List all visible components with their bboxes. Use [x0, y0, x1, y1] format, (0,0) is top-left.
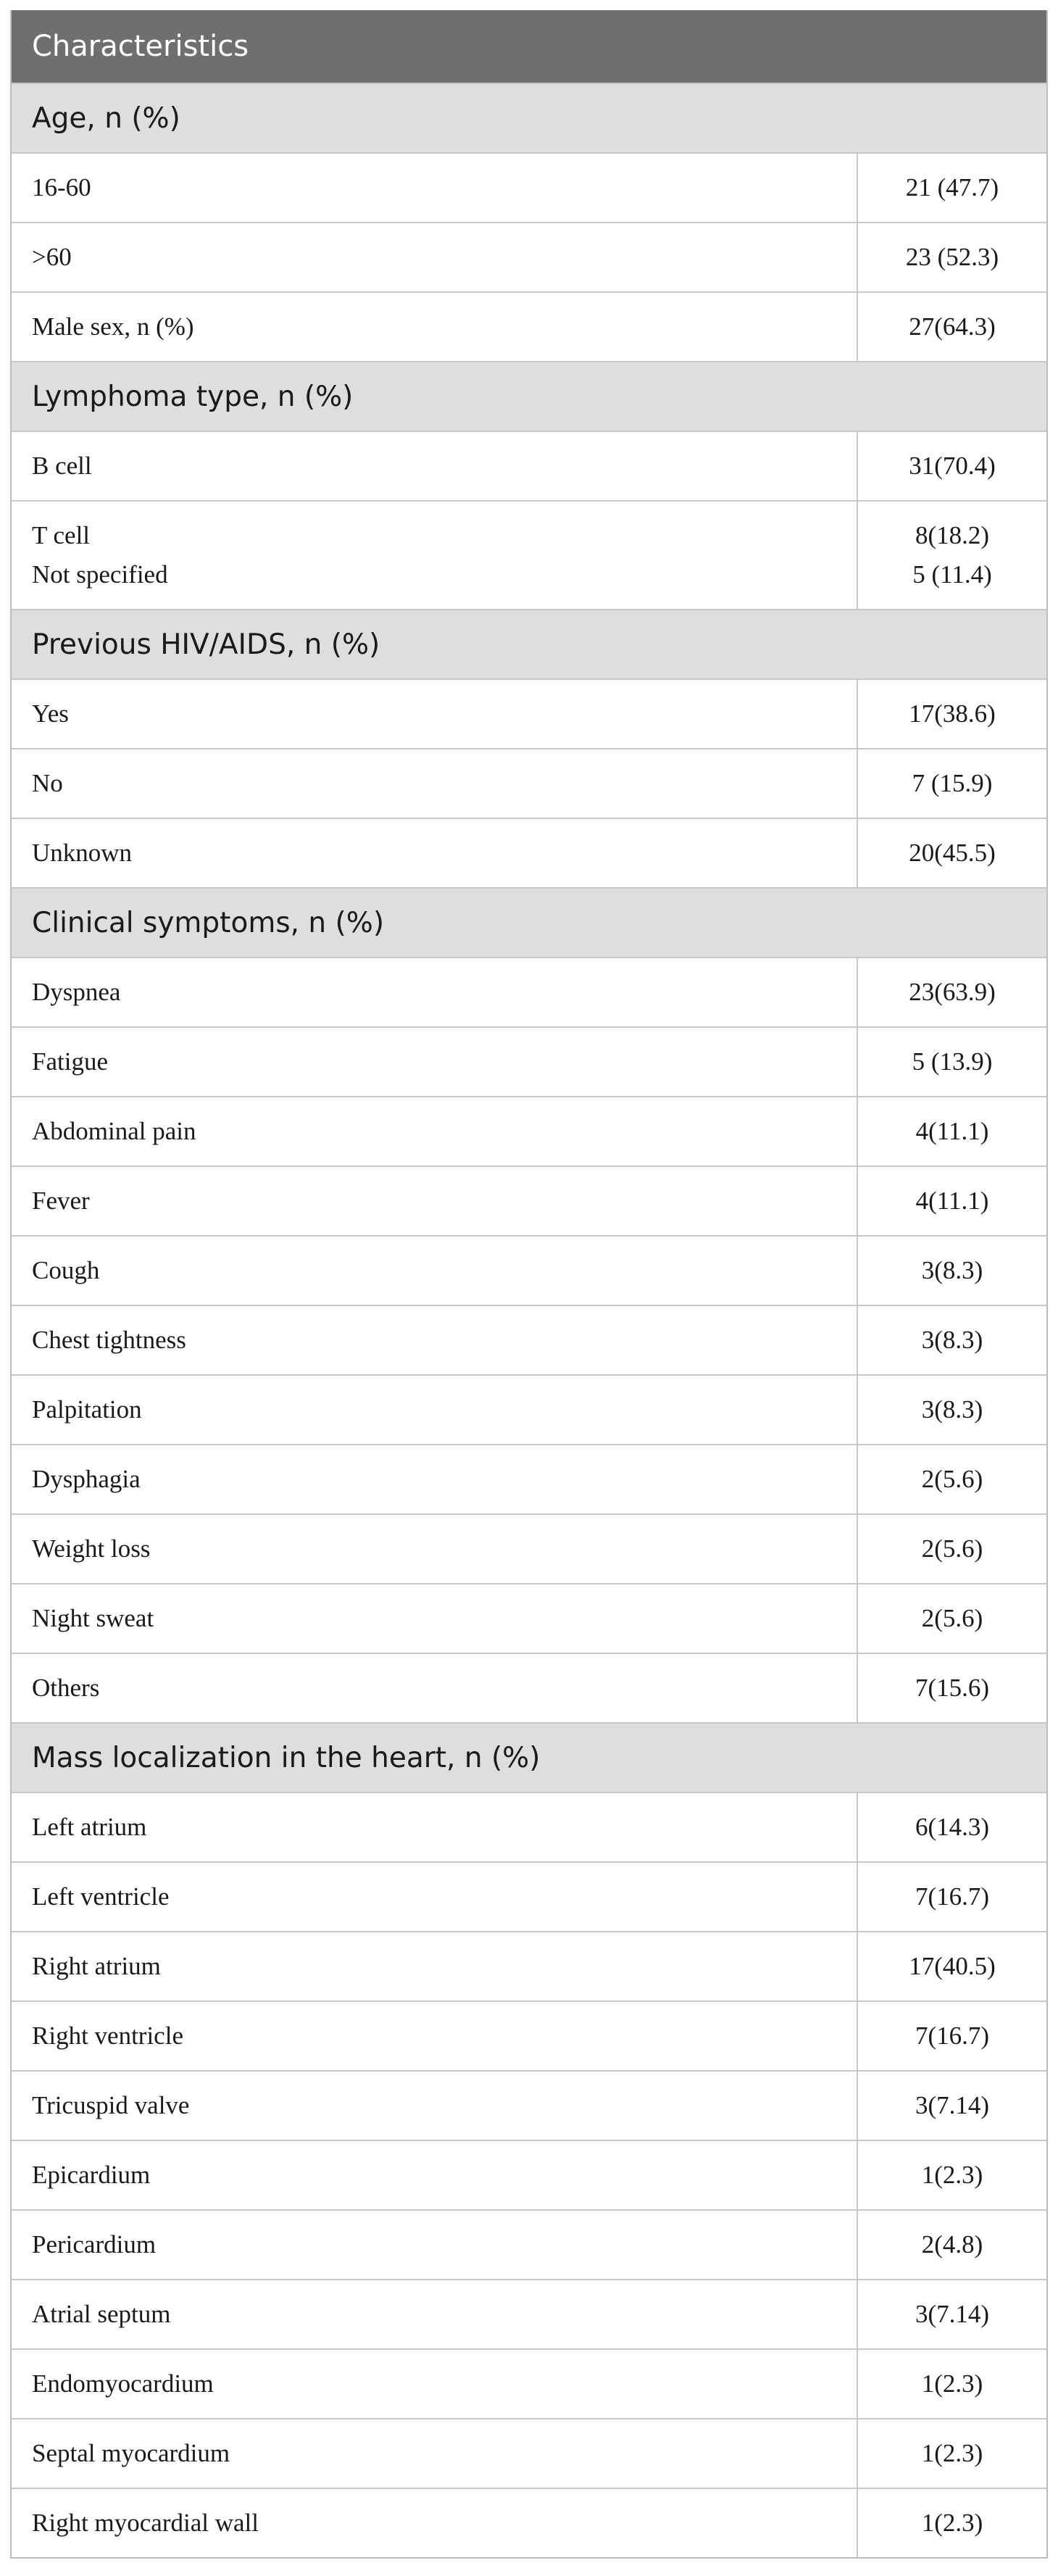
row-value-cell [858, 749, 1046, 818]
row-label: Left ventricle [32, 1882, 170, 1911]
row-label: B cell [32, 452, 92, 480]
row-value: 17(40.5) [909, 1952, 996, 1980]
row-value-cell [858, 293, 1046, 361]
section-header: Mass localization in the heart, n (%) [12, 1722, 1046, 1792]
row-value: 7(16.7) [915, 2022, 990, 2050]
row-label-cell [12, 2072, 858, 2140]
row-label: Others [32, 1674, 100, 1702]
row-value-cell [858, 1097, 1046, 1166]
row-value: 21 (47.7) [905, 173, 999, 201]
table-row [12, 2418, 1046, 2488]
row-value: 2(5.6) [921, 1604, 983, 1632]
row-label: Right ventricle [32, 2022, 183, 2050]
row-label-cell [12, 1793, 858, 1861]
row-label-cell [12, 293, 858, 361]
row-label-cell [12, 2350, 858, 2418]
row-value: 7(16.7) [915, 1882, 990, 1911]
row-label-cell [12, 1097, 858, 1166]
row-value: 3(8.3) [921, 1326, 983, 1354]
row-value: 1(2.3) [921, 2369, 983, 2398]
row-value: 7(15.6) [915, 1674, 990, 1702]
row-label-cell [12, 2419, 858, 2488]
row-label: Palpitation [32, 1395, 142, 1424]
row-label: T cell [32, 521, 91, 549]
row-value: 3(7.14) [915, 2300, 990, 2328]
table-row [12, 2140, 1046, 2209]
row-value: 1(2.3) [921, 2439, 983, 2467]
row-value: 20(45.5) [909, 839, 996, 867]
row-label-cell [12, 1932, 858, 2000]
row-value-cell [858, 432, 1046, 500]
table-row [12, 1444, 1046, 1513]
row-value-cell [858, 154, 1046, 222]
table-row [12, 500, 1046, 609]
row-label: Right myocardial wall [32, 2509, 259, 2537]
section-header: Previous HIV/AIDS, n (%) [12, 609, 1046, 678]
row-label: Chest tightness [32, 1326, 186, 1354]
row-label-cell [12, 1515, 858, 1583]
section-header: Clinical symptoms, n (%) [12, 887, 1046, 957]
row-value-cell [858, 1028, 1046, 1096]
table-row [12, 678, 1046, 748]
row-value-cell [858, 1654, 1046, 1722]
row-value-cell [858, 2419, 1046, 2488]
row-value-cell [858, 2072, 1046, 2140]
row-label: Weight loss [32, 1534, 151, 1563]
table-row [12, 2070, 1046, 2140]
row-label: Night sweat [32, 1604, 154, 1632]
table-row [12, 1235, 1046, 1305]
row-label-cell [12, 2211, 858, 2279]
row-label-cell [12, 154, 858, 222]
row-value-cell [858, 819, 1046, 887]
row-label: 16-60 [32, 173, 91, 201]
row-label-cell [12, 958, 858, 1026]
row-label: Not specified [32, 560, 168, 589]
row-value: 1(2.3) [921, 2161, 983, 2189]
row-label: Yes [32, 699, 69, 728]
table-row [12, 431, 1046, 500]
row-value: 7 (15.9) [912, 769, 993, 797]
section-header: Lymphoma type, n (%) [12, 361, 1046, 431]
row-label: Dyspnea [32, 978, 121, 1006]
row-label: Left atrium [32, 1813, 147, 1841]
row-value-cell [858, 2489, 1046, 2557]
table-row [12, 957, 1046, 1026]
table-row [12, 1026, 1046, 1096]
row-value: 3(8.3) [921, 1256, 983, 1284]
table-row [12, 291, 1046, 361]
row-label: Tricuspid valve [32, 2091, 190, 2119]
row-label-cell [12, 2002, 858, 2070]
row-label: Fever [32, 1187, 90, 1215]
row-label: Septal myocardium [32, 2439, 230, 2467]
row-value-cell [858, 2141, 1046, 2209]
row-value: 2(4.8) [921, 2230, 983, 2259]
row-label-cell [12, 1306, 858, 1374]
row-label: Endomyocardium [32, 2369, 214, 2398]
row-label-cell [12, 680, 858, 748]
row-value: 8(18.2) [915, 521, 990, 549]
row-label-cell [12, 2489, 858, 2557]
row-value: 23(63.9) [909, 978, 996, 1006]
row-value: 31(70.4) [909, 452, 996, 480]
row-value-cell [858, 1306, 1046, 1374]
row-value-cell [858, 680, 1046, 748]
table-row [12, 1374, 1046, 1444]
table-row [12, 1583, 1046, 1653]
row-value: 3(7.14) [915, 2091, 990, 2119]
row-label: Male sex, n (%) [32, 312, 194, 341]
row-label-cell [12, 819, 858, 887]
row-label-cell [12, 1237, 858, 1305]
row-value-cell [858, 1376, 1046, 1444]
row-value-cell [858, 2211, 1046, 2279]
row-label: Dysphagia [32, 1465, 141, 1493]
row-value: 17(38.6) [909, 699, 996, 728]
row-value: 3(8.3) [921, 1395, 983, 1424]
row-label: Fatigue [32, 1047, 108, 1076]
row-label-cell [12, 502, 858, 609]
row-label-cell [12, 2280, 858, 2348]
table-row [12, 1166, 1046, 1235]
row-value-cell [858, 958, 1046, 1026]
row-label-cell [12, 1167, 858, 1235]
row-value-cell [858, 1237, 1046, 1305]
row-value: 27(64.3) [909, 312, 996, 341]
row-label-cell [12, 223, 858, 291]
table-row [12, 2279, 1046, 2348]
table-row [12, 222, 1046, 291]
row-label: Unknown [32, 839, 133, 867]
row-value: 2(5.6) [921, 1465, 983, 1493]
table-row [12, 2488, 1046, 2557]
row-value-cell [858, 2350, 1046, 2418]
table-row [12, 1792, 1046, 1861]
row-value: 5 (11.4) [912, 560, 992, 589]
row-label-cell [12, 1445, 858, 1513]
table-row [12, 1096, 1046, 1166]
row-value: 23 (52.3) [905, 243, 999, 271]
row-label: No [32, 769, 63, 797]
row-value-cell [858, 502, 1046, 609]
table-row [12, 2209, 1046, 2279]
row-label-cell [12, 1654, 858, 1722]
table-header: Characteristics [12, 10, 1046, 83]
table-row [12, 1513, 1046, 1583]
table-row [12, 1861, 1046, 1931]
row-value-cell [858, 1793, 1046, 1861]
row-value: 4(11.1) [915, 1187, 989, 1215]
characteristics-table [10, 10, 1048, 2559]
table-row [12, 2348, 1046, 2418]
table-row [12, 1653, 1046, 1722]
row-value: 1(2.3) [921, 2509, 983, 2537]
row-value-cell [858, 2002, 1046, 2070]
row-label-cell [12, 1376, 858, 1444]
row-label: Pericardium [32, 2230, 157, 2259]
row-value: 6(14.3) [915, 1813, 990, 1841]
row-label: Cough [32, 1256, 100, 1284]
row-value-cell [858, 1863, 1046, 1931]
row-value-cell [858, 1515, 1046, 1583]
row-label: Epicardium [32, 2161, 151, 2189]
row-label-cell [12, 432, 858, 500]
row-label-cell [12, 1863, 858, 1931]
table-row [12, 1931, 1046, 2000]
row-label: Right atrium [32, 1952, 161, 1980]
table-row [12, 818, 1046, 887]
row-label-cell [12, 2141, 858, 2209]
table-row [12, 1305, 1046, 1374]
row-value-cell [858, 2280, 1046, 2348]
section-header: Age, n (%) [12, 83, 1046, 152]
table-row [12, 2000, 1046, 2070]
row-value-cell [858, 1584, 1046, 1653]
row-label-cell [12, 1584, 858, 1653]
row-value-cell [858, 1932, 1046, 2000]
row-value: 4(11.1) [915, 1117, 989, 1145]
row-value-cell [858, 223, 1046, 291]
table-row [12, 152, 1046, 222]
row-value: 5 (13.9) [912, 1047, 993, 1076]
row-label: Abdominal pain [32, 1117, 196, 1145]
row-value-cell [858, 1445, 1046, 1513]
row-value: 2(5.6) [921, 1534, 983, 1563]
row-label-cell [12, 749, 858, 818]
row-label-cell [12, 1028, 858, 1096]
row-value-cell [858, 1167, 1046, 1235]
table-body [12, 83, 1046, 2557]
table-row [12, 748, 1046, 818]
row-label: Atrial septum [32, 2300, 171, 2328]
row-label: >60 [32, 243, 72, 271]
